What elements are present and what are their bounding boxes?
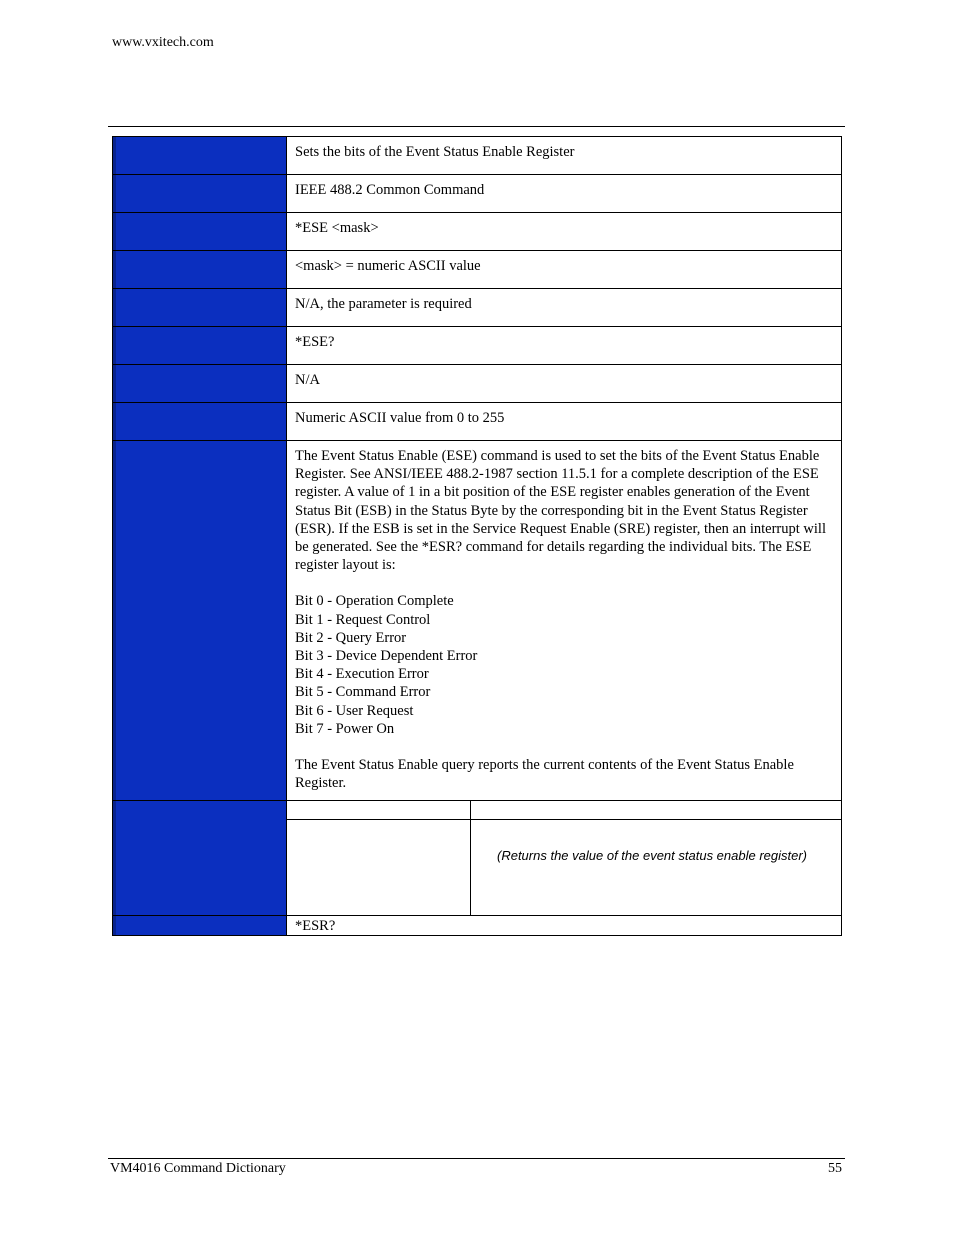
bit-item: Bit 5 - Command Error [295,684,431,701]
default-value: N/A, the parameter is required [287,289,842,327]
row-parameters [113,251,842,289]
description-closing: The Event Status Enable query reports the current contents of the Event Status Enable Register. [295,757,794,792]
purpose-value: Sets the bits of the Event Status Enable Register [287,137,842,175]
examples-header-row [287,801,841,820]
label-cell [113,137,287,175]
bit-item: Bit 0 - Operation Complete [295,593,454,610]
label-cell [113,441,287,801]
row-query-syntax [113,327,842,365]
label-cell [113,801,287,916]
header-rule [108,126,845,127]
related-value: *ESR? [287,916,842,936]
bit-item: Bit 3 - Device Dependent Error [295,648,478,665]
query-parameters-value: N/A [287,365,842,403]
example-note: (Returns the value of the event status enable register) [471,820,842,916]
examples-table [287,801,841,915]
examples-cell [287,801,842,916]
examples-row [287,820,841,916]
parameters-value: <mask> = numeric ASCII value [287,251,842,289]
page-number: 55 [828,1161,842,1176]
query-syntax-value: *ESE? [287,327,842,365]
command-syntax-value: *ESE <mask> [287,213,842,251]
example-command [287,820,471,916]
footer-title: VM4016 Command Dictionary [110,1161,286,1176]
examples-header-command [287,801,471,820]
header-url: www.vxitech.com [112,35,214,50]
bit-item: Bit 1 - Request Control [295,611,431,628]
bit-list [295,592,833,738]
description-intro: The Event Status Enable (ESE) command is used to set the bits of the Event Status Enable Register. See ANSI/IEEE 488.2-1987 section 11.5.1 for a complete description of the ESE register. A value of 1 in a bit position of the ESE register enables generation of the Event Status Bit (ESB) in the Status Byte by the corresponding bit in the Event Status Register (ESR). If the ESB is set in the Service Request Enable (SRE) register, then an interrupt will be generated. See the *ESR? command for details regarding the individual bits. The ESE register layout is: [295,448,826,574]
row-description [113,441,842,801]
label-cell [113,365,287,403]
row-type [113,175,842,213]
bit-item: Bit 4 - Execution Error [295,666,429,683]
row-query-parameters [113,365,842,403]
label-cell [113,916,287,936]
footer-rule [108,1158,845,1159]
label-cell [113,403,287,441]
row-query-response [113,403,842,441]
bit-item: Bit 2 - Query Error [295,629,407,646]
bit-item: Bit 7 - Power On [295,720,395,737]
query-response-value: Numeric ASCII value from 0 to 255 [287,403,842,441]
label-cell [113,251,287,289]
row-related [113,916,842,936]
bit-item: Bit 6 - User Request [295,702,414,719]
row-command-syntax [113,213,842,251]
type-value: IEEE 488.2 Common Command [287,175,842,213]
row-default [113,289,842,327]
description-value [287,441,842,801]
label-cell [113,213,287,251]
label-cell [113,175,287,213]
row-examples [113,801,842,916]
command-table [112,136,842,936]
examples-header-response [471,801,842,820]
label-cell [113,289,287,327]
row-purpose [113,137,842,175]
label-cell [113,327,287,365]
